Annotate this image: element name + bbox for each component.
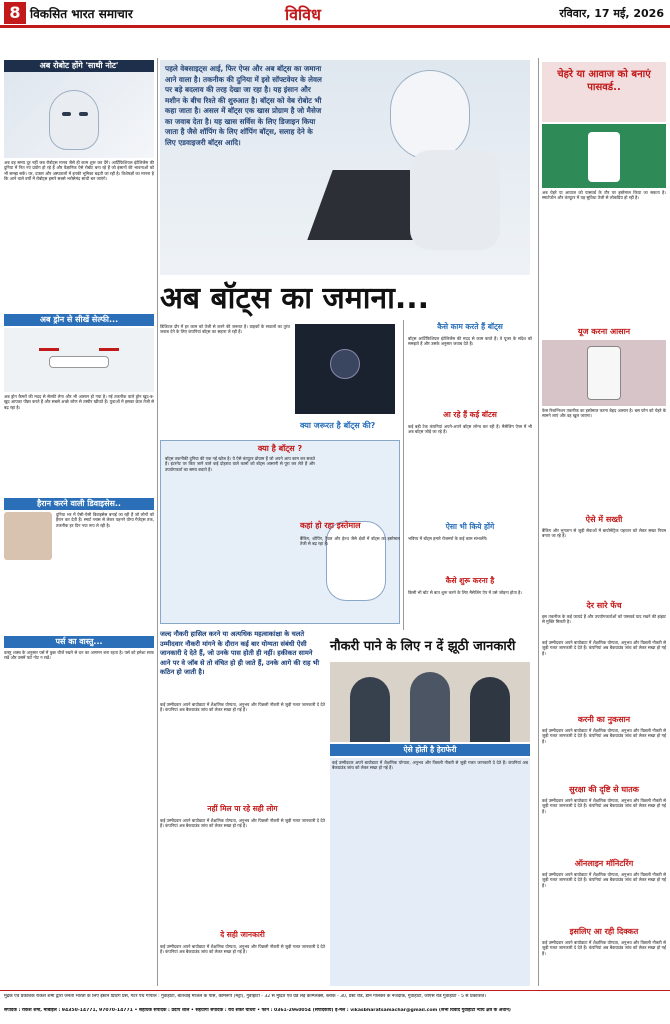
right-story1-title: चेहरे या आवाज को बनाएं पासवर्ड..	[557, 69, 651, 93]
right-story1-header	[542, 62, 666, 122]
box2-title: क्या जरूरत है बॉट्स की?	[300, 421, 376, 430]
right-story4-title: देर सारे फेंच	[586, 601, 622, 610]
lead-callout	[165, 64, 323, 198]
left-story3-body: दुनिया भर में ऐसी-ऐसी डिवाइसेस बनाई जा रही हैं जो लोगों को हैरान कर देती हैं। स्मार्ट ग्लास से लेकर पहनने योग्य गैजेट्स तक, तकनीक हर दिन नया रूप ले रही है।	[56, 512, 154, 528]
jobs-sub-monitoring: ऑनलाइन मॉनिटरिंग	[574, 859, 634, 868]
jobs-sub-problem: इसलिए आ रही दिक्कत	[569, 927, 639, 936]
device-image	[4, 512, 52, 560]
phone-voice-image	[542, 124, 666, 188]
jobs-sub-loss: करनी का नुकसान	[577, 715, 631, 724]
jobs-headline: नौकरी पाने के लिए न दें झूठी जानकारी	[330, 639, 516, 654]
pull-quote: जल्द नौकरी हासिल करने या अत्यधिक महत्वाकांक्षा के चलते उम्मीदवार नौकरी मांगने के दौरान कई बार योग्यता संबंधी ऐसी जानकारी दे देते हैं, जो उनके पास होती ही नहीं। हकीकत सामने आने पर वे जॉब से तो वंचित हो ही जाते हैं, उनके आगे की राह भी कठिन हो जाती है।	[160, 630, 320, 677]
face-scan-image	[542, 340, 666, 406]
jobs-sub-loss-body: कई उम्मीदवार अपने बायोडाटा में शैक्षणिक योग्यता, अनुभव और पिछली नौकरी से जुड़ी गलत जानकारी दे देते हैं। कंपनियां अब बैकग्राउंड जांच को लेकर सख्त हो गई हैं।	[542, 728, 666, 744]
rm-box1-body: बॉट्स आर्टिफिशियल इंटेलिजेंस की मदद से काम करते हैं। वे यूजर के संदेश को समझते हैं और उसके अनुसार जवाब देते हैं।	[408, 336, 532, 347]
left-story2-title: अब ड्रोन से सीखें सेल्फी...	[4, 314, 154, 326]
bot-graphic	[295, 324, 395, 414]
jobs-box-body: कई उम्मीदवार अपने बायोडाटा में शैक्षणिक योग्यता, अनुभव और पिछली नौकरी से जुड़ी गलत जानकारी दे देते हैं। कंपनियां अब बैकग्राउंड जांच को लेकर सख्त हो गई हैं।	[330, 758, 530, 986]
column-rule	[403, 320, 404, 630]
paper-name: विकसित भारत समाचार	[30, 7, 133, 21]
column-rule	[157, 58, 158, 986]
box3-body: बैंकिंग, शॉपिंग, ट्रैवल और हेल्थ जैसे क्षेत्रों में बॉट्स का इस्तेमाल तेजी से बढ़ रहा है।	[300, 536, 400, 547]
right-story2-title: यूज करना आसान	[577, 327, 631, 336]
box1-body: बॉट्स तकनीकी दुनिया की एक नई खोज है। ये ऐसे कंप्यूटर प्रोग्राम हैं जो अपने आप काम कर सकते हैं। इंटरनेट पर किए जाने वाले कई दोहराव वाले कामों को बॉट्स आसानी से पूरा कर लेते हैं और उपयोगकर्ता का समय बचाते हैं।	[165, 456, 315, 472]
right-story2-body: फेस रिकग्निशन तकनीक का इस्तेमाल करना बेहद आसान है। बस फोन को चेहरे के सामने लाएं और वह खुल जाएगा।	[542, 408, 666, 419]
page-number: 8	[4, 2, 26, 24]
rm-box1-title: कैसे काम करते हैं बॉट्स	[437, 322, 503, 331]
left-story3-title: हैरान करने वाली डिवाइसेस..	[4, 498, 154, 510]
jobs-sub-safety-body: कई उम्मीदवार अपने बायोडाटा में शैक्षणिक योग्यता, अनुभव और पिछली नौकरी से जुड़ी गलत जानकारी दे देते हैं। कंपनियां अब बैकग्राउंड जांच को लेकर सख्त हो गई हैं।	[542, 798, 666, 814]
right-story3-body: बैंकिंग और भुगतान से जुड़ी सेवाओं में बायोमेट्रिक पहचान को लेकर सख्त नियम बनाए जा रहे हैं।	[542, 528, 666, 539]
center-intro-body: डिजिटल दौर में हर काम को तेजी से करने की जरूरत है। ग्राहकों के सवालों का तुरंत जवाब देने के लिए कंपनियां बॉट्स का सहारा ले रही हैं।	[160, 324, 290, 335]
main-headline: अब बॉट्स का जमाना...	[160, 281, 430, 316]
jobs-box-title: ऐसे होती है हेराफेरी	[330, 744, 530, 756]
footer-rule	[0, 990, 670, 991]
lead-callout-text: पहले वेबसाइट्स आई, फिर ऐप्स और अब बॉट्स का जमाना आने वाला है। तकनीक की दुनिया में इसे सॉफ्टवेयर के लेवल पर बड़े बदलाव की तरह देखा जा रहा है। यह इंसान और मशीन के बीच रिश्ते की शुरुआत है। बॉट्स को वेब रोबोट भी कहा जाता है। असल में बॉट्स एक खास प्रोग्राम है जो मैसेज का जवाब देता है। यह खास सर्विस के लिए डिजाइन किया जाता है जैसे शॉपिंग के लिए शॉपिंग बॉट्स, सलाह देने के लिए एडवाइजरी बॉट्स आदि।	[165, 64, 322, 147]
business-people-image	[330, 662, 530, 742]
left-story4-body: वास्तु शास्त्र के अनुसार पर्स में कुछ चीजें रखने से धन का आगमन बना रहता है। पर्स को हमेशा साफ रखें और उसमें फटे नोट न रखें।	[4, 650, 154, 661]
drone-image	[4, 328, 154, 392]
rm-box2-body: कई बड़ी टेक कंपनियां अपने-अपने बॉट्स लॉन्च कर रही हैं। मैसेजिंग ऐप्स में भी अब बॉट्स जोड़े जा रहे हैं।	[408, 424, 532, 435]
left-story1-title: अब रोबोट होंगे 'साथी नोट'	[4, 60, 154, 72]
jobs-sub-safety: सुरक्षा की दृष्टि से घातक	[569, 785, 639, 794]
box1-title: क्या है बॉट्स ?	[257, 444, 303, 453]
rm-box4-body: किसी भी बॉट से बात शुरू करने के लिए मैसेजिंग ऐप में उसे जोड़ना होता है।	[408, 590, 522, 595]
imprint-line: मुद्रक एवं प्रकाशक राकेश शर्मा द्वारा जनता भारती के लिए ईस्टर्न प्रिंटिंग प्रेस, गेटर पथ गोपाल : गुवाहाटी, बातचाई मंजिल के पास, कामरूप (मेट्रो), गुवाहाटी - 32 से मुद्रित एवं ग्रैंड लड़ कॉम्प्लेक्स, ब्लॉक - 30, प्रेस्ट रोड, डॉन गोलकर के नजदीक, गुवाहाटी, जीएस रोड गुवाहाटी - 5 से प्रकाशित।	[4, 994, 486, 999]
jobs-sub2: दे सही जानकारी	[220, 930, 265, 939]
jobs-right-body: कई उम्मीदवार अपने बायोडाटा में शैक्षणिक योग्यता, अनुभव और पिछली नौकरी से जुड़ी गलत जानकारी दे देते हैं। कंपनियां अब बैकग्राउंड जांच को लेकर सख्त हो गई हैं।	[542, 640, 666, 656]
rm-box2-title: आ रहे हैं कई बॉटस	[443, 410, 497, 419]
robot-head-image	[4, 72, 154, 158]
right-story1-body: अब चेहरे या आवाज को पासवर्ड के तौर पर इस्तेमाल किया जा सकता है। स्मार्टफोन और कंप्यूटर में यह सुविधा तेजी से लोकप्रिय हो रही है।	[542, 190, 666, 201]
column-rule	[538, 58, 539, 986]
jobs-intro-body: कई उम्मीदवार अपने बायोडाटा में शैक्षणिक योग्यता, अनुभव और पिछली नौकरी से जुड़ी गलत जानकारी दे देते हैं। कंपनियां अब बैकग्राउंड जांच को लेकर सख्त हो गई हैं।	[160, 702, 325, 713]
right-story3-title: ऐसे में सख्ती	[585, 515, 623, 524]
issue-date: रविवार, 17 मई, 2026	[559, 7, 664, 20]
section-title: विविध	[285, 5, 321, 24]
rm-box4-title: कैसे शुरू करना है	[445, 576, 495, 585]
rm-box3-body: भविष्य में बॉट्स हमारे रोजमर्रा के कई काम संभालेंगे।	[408, 536, 488, 541]
jobs-sub-problem-body: कई उम्मीदवार अपने बायोडाटा में शैक्षणिक योग्यता, अनुभव और पिछली नौकरी से जुड़ी गलत जानकारी दे देते हैं। कंपनियां अब बैकग्राउंड जांच को लेकर सख्त हो गई हैं।	[542, 940, 666, 956]
editor-line: संपादक : राकेश शर्मा, मोबाइल : 94350-14771, 97070-14771 • सहायक संपादक : प्रदीप शील • सहयोगी संपादक : रवि शंकर चौधरी • फोन : 0361-2960054 (संपादकीय) ई-मेल : vikasbharatsamachar@gmail.com (सभी विवाद गुवाहाटी न्याय क्षेत्र के अधीन)	[4, 1008, 511, 1013]
left-story2-body: अब ड्रोन कैमरों की मदद से सेल्फी लेना और भी आसान हो गया है। नई तकनीक वाले ड्रोन खुद-ब-खुद आपका पीछा करते हैं और सबसे अच्छे कोण से तस्वीर खींचते हैं। युवाओं में इसका क्रेज तेजी से बढ़ रहा है।	[4, 394, 154, 410]
left-story1-body: अब वह समय दूर नहीं जब रोबोट्स मानव जैसे ही काम शुरू कर देंगे। आर्टिफिशियल इंटेलिजेंस की दुनिया में नित नए प्रयोग हो रहे हैं और वैज्ञानिक ऐसे रोबोट बना रहे हैं जो इंसानों की भावनाओं को भी समझ सकें। घर, दफ्तर और अस्पतालों में इनकी भूमिका बढ़ती जा रही है। विशेषज्ञों का मानना है कि आने वाले वर्षों में रोबोट्स हमारे सबसे भरोसेमंद साथी बन जाएंगे।	[4, 160, 154, 182]
box3-title: कहां हो रहा इस्तेमाल	[300, 521, 361, 530]
jobs-sub2-body: कई उम्मीदवार अपने बायोडाटा में शैक्षणिक योग्यता, अनुभव और पिछली नौकरी से जुड़ी गलत जानकारी दे देते हैं। कंपनियां अब बैकग्राउंड जांच को लेकर सख्त हो गई हैं।	[160, 944, 325, 955]
jobs-sub1-body: कई उम्मीदवार अपने बायोडाटा में शैक्षणिक योग्यता, अनुभव और पिछली नौकरी से जुड़ी गलत जानकारी दे देते हैं। कंपनियां अब बैकग्राउंड जांच को लेकर सख्त हो गई हैं।	[160, 818, 325, 829]
left-story4-title: पर्स का वास्तु...	[4, 636, 154, 648]
jobs-sub1: नहीं मिल पा रहे सही लोग	[207, 804, 278, 813]
right-story4-body: इस तकनीक के कई फायदे हैं और उपयोगकर्ताओं को पासवर्ड याद रखने की झंझट से मुक्ति मिलती है।	[542, 614, 666, 625]
jobs-sub-monitoring-body: कई उम्मीदवार अपने बायोडाटा में शैक्षणिक योग्यता, अनुभव और पिछली नौकरी से जुड़ी गलत जानकारी दे देते हैं। कंपनियां अब बैकग्राउंड जांच को लेकर सख्त हो गई हैं।	[542, 872, 666, 888]
rm-box3-title: ऐसा भी किये होंगे	[445, 522, 495, 531]
